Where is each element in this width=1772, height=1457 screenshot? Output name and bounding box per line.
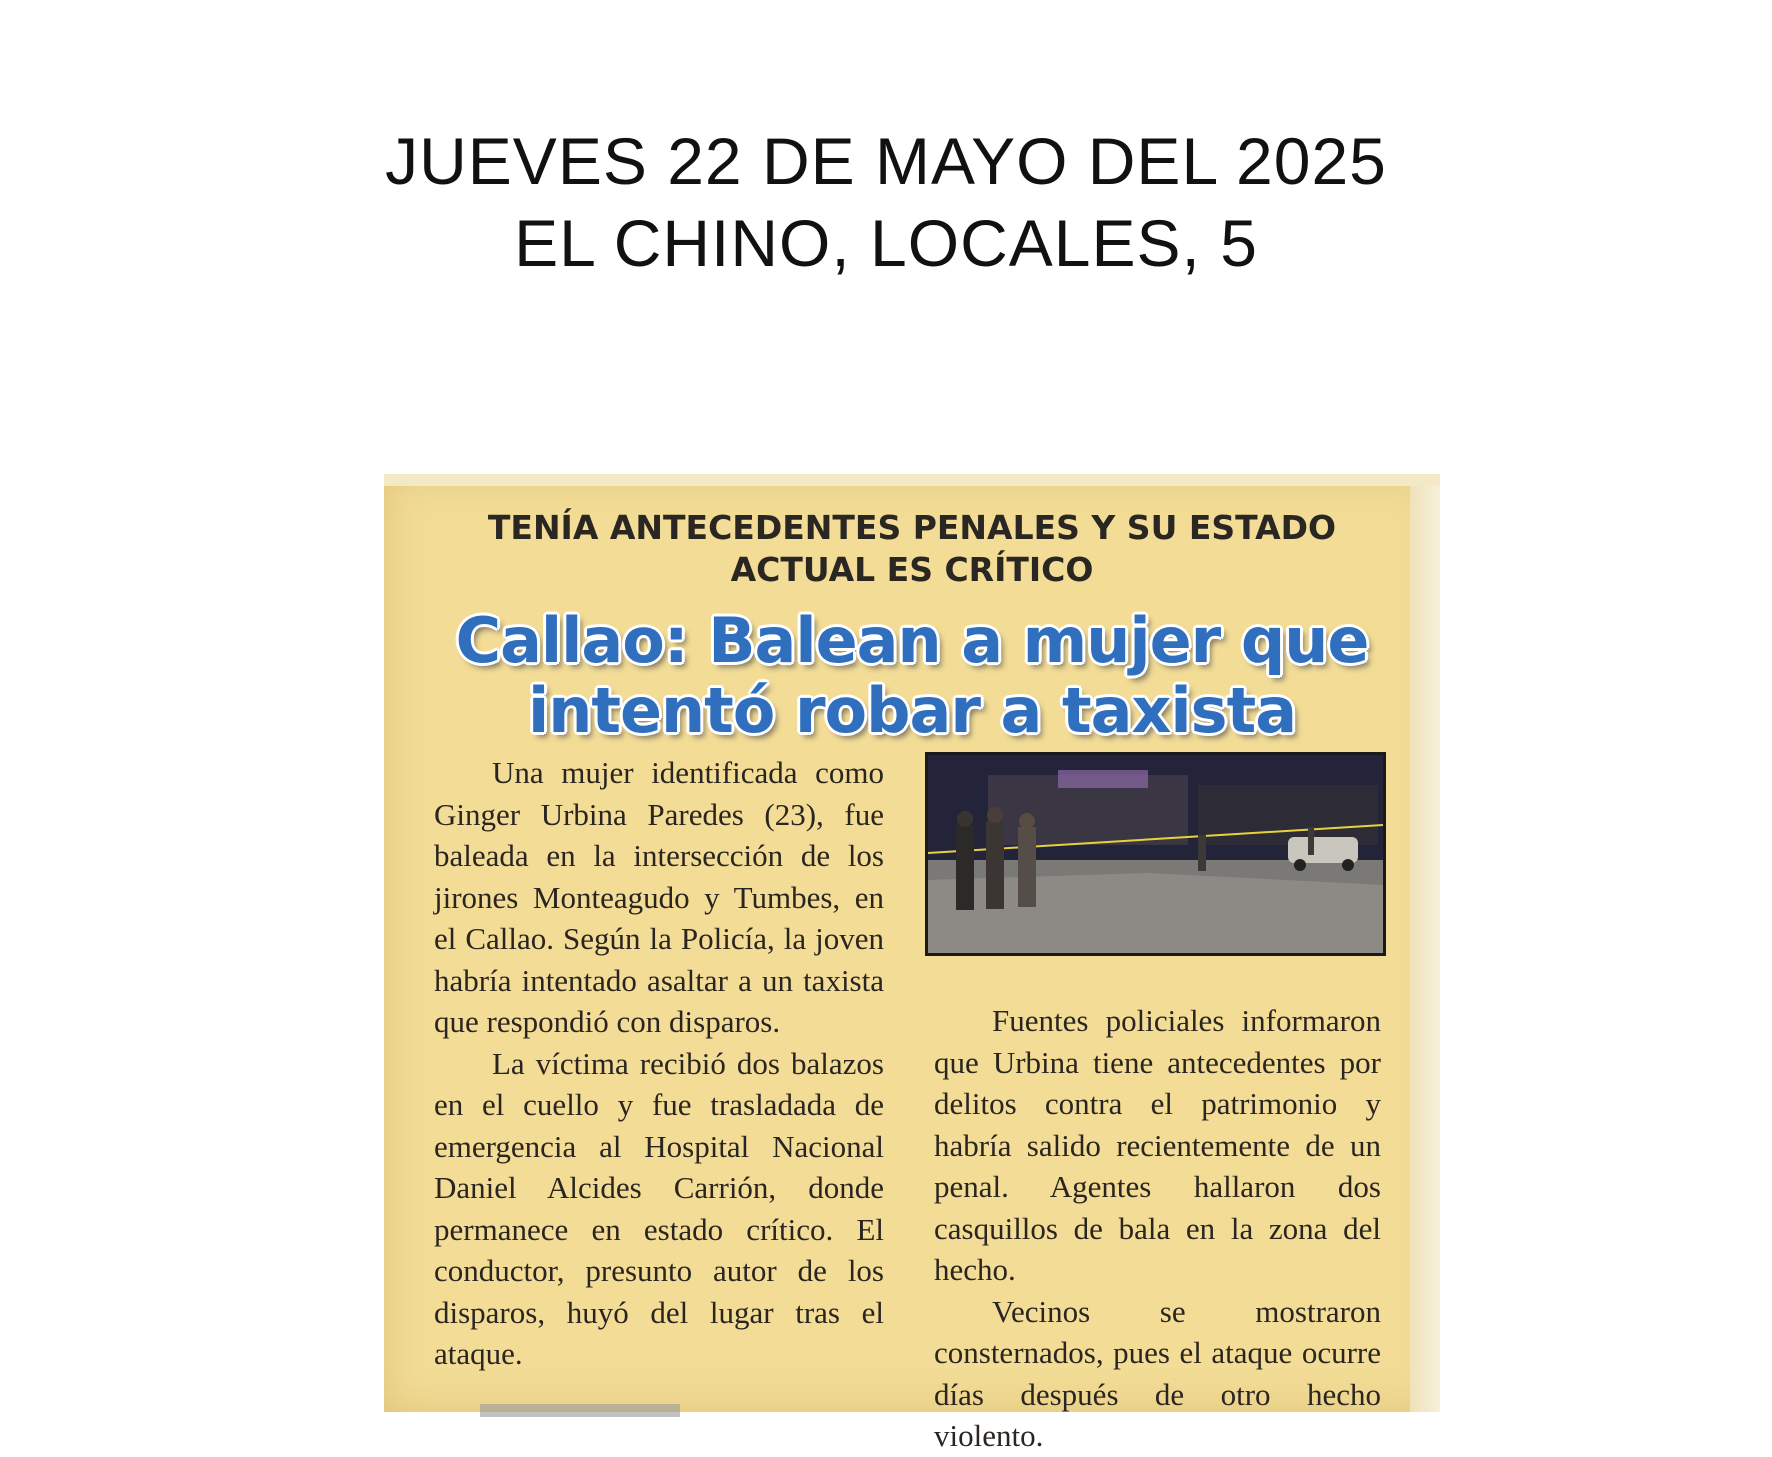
- headline-line-1: Callao: Balean a mujer que: [455, 604, 1369, 677]
- article-headline: [384, 606, 1440, 746]
- cut-off-text-scrap: [480, 1404, 680, 1417]
- headline-line-2: intentó robar a taxista: [527, 674, 1297, 747]
- left-paragraph-1: Una mujer identificada como Ginger Urbina Paredes (23), fue baleada en la intersección de los jirones Monteagudo y Tumbes, en el Callao. Según la Policía, la joven habría intentado asaltar a un taxista que respondió con disparos.: [434, 755, 884, 1039]
- left-paragraph-2: La víctima recibió dos balazos en el cuello y fue trasladada de emergencia al Hospital Nacional Daniel Alcides Carrión, donde permanece en estado crítico. El conductor, presunto autor de los disparos, huyó del lugar tras el ataque.: [434, 1045, 884, 1371]
- article-right-column: [934, 1000, 1381, 1457]
- right-paragraph-1: Fuentes policiales informaron que Urbina tiene antecedentes por delitos contra el patrimonio y habría salido recientemente de un penal. Agentes hallaron dos casquillos de bala en la zona del hecho.: [934, 1003, 1381, 1287]
- crime-scene-photo: [925, 752, 1386, 956]
- source-line: EL CHINO, LOCALES, 5: [514, 206, 1258, 280]
- article-left-column: [434, 752, 884, 1375]
- right-paragraph-2: Vecinos se mostraron consternados, pues el ataque ocurre días después de otro hecho violento.: [934, 1293, 1381, 1453]
- article-kicker: [384, 507, 1440, 591]
- date-line: JUEVES 22 DE MAYO DEL 2025: [385, 124, 1387, 198]
- newspaper-clipping: [384, 474, 1440, 1453]
- kicker-line-2: ACTUAL ES CRÍTICO: [730, 550, 1094, 589]
- clipping-date-header: [0, 120, 1772, 284]
- kicker-line-1: TENÍA ANTECEDENTES PENALES Y SU ESTADO: [487, 508, 1337, 547]
- clipping-torn-edge: [1410, 474, 1440, 1412]
- clipping-top-edge: [384, 474, 1440, 486]
